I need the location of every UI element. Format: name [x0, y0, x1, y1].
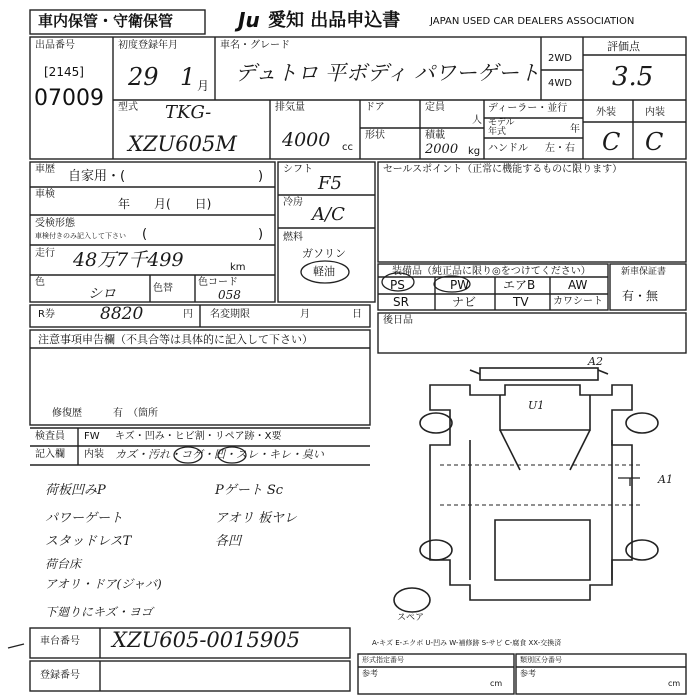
- cert-cm-1: cm: [490, 679, 503, 688]
- hw-note-8: アオリ・ドア(ジャバ): [45, 577, 162, 591]
- drive-2wd: 2WD: [548, 53, 572, 64]
- reg-label: 初度登録年月: [118, 40, 178, 51]
- lot-label: 出品番号: [35, 40, 75, 51]
- history-label: 車歴: [35, 164, 55, 175]
- handle-lr: 左・右: [545, 143, 575, 154]
- score-value: 3.5: [612, 62, 654, 92]
- load-unit: kg: [468, 146, 481, 157]
- model-year-label: モデル: [488, 118, 515, 128]
- assoc-name: JAPAN USED CAR DEALERS ASSOCIATION: [430, 16, 635, 27]
- drive-4wd: 4WD: [548, 78, 572, 89]
- score-label: 評価点: [607, 40, 640, 53]
- hw-note-7: 荷台床: [45, 557, 82, 571]
- fuel-circled: 軽油: [313, 265, 335, 278]
- jukyu-label: 受検形態: [35, 218, 75, 229]
- diagram-a1: A1: [658, 473, 673, 486]
- transfer-month: 月: [300, 309, 310, 320]
- ext-grade: C: [602, 128, 621, 156]
- hw-note-1: 荷板凹みP: [45, 483, 106, 498]
- shaken-label: 車検: [35, 189, 55, 200]
- damage-legend: A-キズ E-エクボ U-凹み W-補修跡 S-サビ C-腐食 XX-交換済: [372, 639, 562, 647]
- form-title: 愛知 出品申込書: [268, 10, 401, 31]
- equip-label: 装備品（純正品に限り◎をつけてください）: [392, 266, 591, 277]
- shift-value: F5: [318, 173, 342, 194]
- reg-month-unit: 月: [197, 79, 210, 93]
- inspector-label: 検査員: [35, 431, 65, 442]
- equip-tv: TV: [513, 295, 529, 309]
- color-label: 色: [35, 277, 45, 288]
- handle-label: ハンドル: [488, 143, 528, 154]
- dealer-label: ディーラー・並行: [488, 103, 568, 114]
- disp-unit: cc: [342, 142, 353, 153]
- warranty-opt: 有・無: [622, 289, 659, 303]
- inspector-in-label: 内装: [84, 449, 104, 460]
- reg-year: 29: [128, 63, 159, 91]
- chassis-label: 車台番号: [40, 636, 80, 647]
- equip-sr: SR: [393, 295, 409, 309]
- hw-note-3: パワーゲート: [45, 511, 124, 526]
- diagram-a2: A2: [588, 355, 603, 368]
- cert-label-1: 形式指定番号: [362, 656, 404, 664]
- inspector-ext-items: キズ・凹み・ヒビ割・リペア跡・X要: [115, 431, 282, 442]
- aircon-label: 冷房: [283, 197, 303, 208]
- hw-note-5: スタッドレスT: [45, 534, 132, 549]
- shift-label: シフト: [283, 164, 313, 175]
- equip-navi: ナビ: [452, 295, 477, 309]
- mileage-value: 48万7千499: [73, 249, 184, 271]
- reg-month: 1: [180, 63, 196, 91]
- disp-value: 4000: [282, 129, 331, 151]
- int-label: 内装: [645, 107, 665, 118]
- color-code-label: 色コード: [198, 277, 238, 288]
- year-label: 年式: [488, 127, 507, 137]
- model-prefix: TKG-: [165, 102, 212, 123]
- lot-bracket: [2145]: [44, 65, 84, 79]
- inspector-int-items: カズ・汚れ・コゲ・凹・スレ・キレ・臭い: [115, 448, 324, 461]
- history-close: ): [258, 169, 264, 184]
- cert-sub-2: 参考: [520, 669, 536, 678]
- cap-label: 定員: [425, 102, 445, 113]
- warranty-label: 新車保証書: [621, 267, 667, 277]
- equip-ps: PS: [390, 278, 405, 292]
- inspector-fw: FW: [84, 431, 100, 442]
- recycle-label: R券: [38, 309, 55, 320]
- storage-title: 車内保管・守衛保管: [38, 12, 174, 30]
- diagram-u1: U1: [528, 399, 545, 412]
- jukyu-open: (: [142, 227, 148, 242]
- car-name: デュトロ 平ボディ パワーゲート: [235, 61, 541, 85]
- ju-logo: Ju: [238, 8, 260, 32]
- ext-label: 外装: [596, 107, 616, 118]
- model-label: 型式: [118, 102, 138, 113]
- year-unit: 年: [570, 124, 580, 135]
- jukyu-note: 車検付きのみ記入して下さい: [35, 232, 126, 240]
- hw-note-2: Pゲート Sc: [215, 483, 284, 498]
- cert-label-2: 類別区分番号: [520, 656, 562, 664]
- name-label: 車名・グレード: [220, 40, 290, 51]
- load-label: 積載: [425, 130, 445, 141]
- color-change-label: 色替: [153, 283, 173, 294]
- shaken-value: 年 月( 日): [118, 197, 212, 211]
- equip-leather: カワシート: [553, 296, 603, 307]
- mileage-unit: km: [230, 262, 246, 273]
- regno-label: 登録番号: [40, 670, 80, 681]
- transfer-label: 名変期限: [210, 309, 250, 320]
- chassis-number: XZU605-0015905: [112, 628, 300, 652]
- hw-note-6: 各凹: [215, 534, 242, 549]
- mileage-label: 走行: [35, 248, 55, 259]
- load-value: 2000: [425, 142, 459, 157]
- cert-sub-1: 参考: [362, 669, 378, 678]
- shape-label: 形状: [365, 130, 385, 141]
- fuel-value: ガソリン: [302, 247, 346, 260]
- aircon-value: A/C: [312, 204, 345, 225]
- color-value: シロ: [88, 286, 116, 302]
- rear-label: 後日品: [383, 315, 413, 326]
- spare-label: スペア: [397, 613, 425, 623]
- equip-pw: PW: [450, 278, 470, 292]
- hw-note-4: アオリ 板ヤレ: [215, 511, 297, 526]
- vehicle-diagram: [394, 368, 658, 612]
- recycle-value: 8820: [100, 304, 144, 324]
- equip-airbag: エアB: [503, 278, 536, 292]
- repair-label: 修復歴: [52, 408, 82, 419]
- hw-note-9: 下廻りにキズ・ヨゴ: [45, 605, 153, 619]
- door-label: ドア: [365, 102, 385, 113]
- equip-aw: AW: [568, 278, 588, 292]
- fuel-label: 燃料: [283, 232, 303, 243]
- sales-label: セールスポイント（正常に機能するものに限ります）: [383, 164, 623, 175]
- cert-cm-2: cm: [668, 679, 681, 688]
- notes-label: 注意事項申告欄（不具合等は具体的に記入して下さい）: [38, 333, 313, 346]
- color-code: 058: [218, 288, 241, 302]
- jukyu-close: ): [258, 227, 264, 242]
- repair-value: 有 （箇所: [113, 408, 158, 419]
- model-code: XZU605M: [128, 132, 237, 156]
- inspector-label2: 記入欄: [35, 449, 65, 460]
- disp-label: 排気量: [275, 102, 305, 113]
- lot-number: 07009: [34, 86, 104, 111]
- cap-unit: 人: [472, 115, 482, 126]
- history-value: 自家用・(: [68, 169, 126, 184]
- int-grade: C: [645, 128, 664, 156]
- transfer-day: 日: [352, 309, 362, 320]
- recycle-unit: 円: [183, 309, 193, 320]
